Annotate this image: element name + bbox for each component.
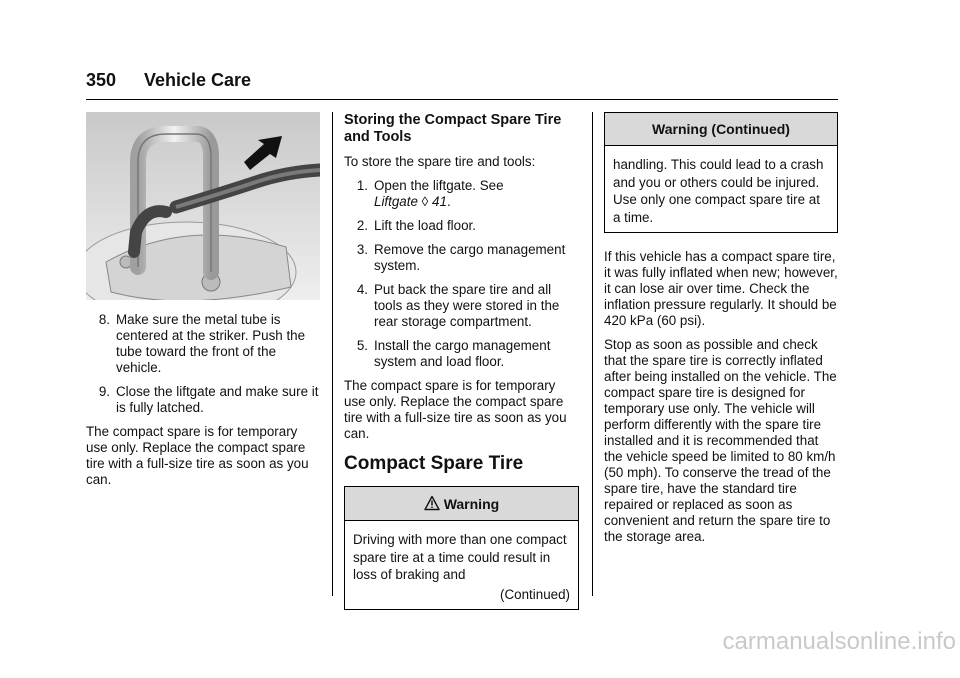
page-number: 350 bbox=[86, 70, 117, 90]
warning-box bbox=[344, 486, 579, 610]
page-ref-icon: ◊ bbox=[421, 194, 429, 209]
list-item: 1. Open the liftgate. See Liftgate ◊ 41. bbox=[356, 178, 504, 209]
warning-text: handling. This could lead to a crash and you or others could be injured. Use only one compact spare tire at a time. bbox=[613, 157, 824, 225]
page-header bbox=[86, 70, 251, 91]
section-title: Vehicle Care bbox=[144, 70, 252, 90]
list-item: 3. Remove the cargo management system. bbox=[356, 242, 566, 273]
column-right bbox=[604, 112, 838, 553]
list-item: 4. Put back the spare tire and all tools as they were stored in the rear storage compartment. bbox=[356, 282, 560, 329]
list-item: 8. Make sure the metal tube is centered at the striker. Push the tube toward the front of the vehicle. bbox=[98, 312, 306, 375]
column-divider bbox=[592, 112, 593, 596]
continued-label: (Continued) bbox=[500, 586, 570, 602]
warning-header: Warning (Continued) bbox=[605, 113, 837, 146]
cross-reference-link[interactable]: Liftgate bbox=[374, 194, 418, 209]
paragraph: The compact spare is for temporary use only. Replace the compact spare tire with a full-size tire as soon as you can. bbox=[344, 378, 567, 441]
section-heading: Compact Spare Tire bbox=[344, 453, 524, 474]
paragraph: Stop as soon as possible and check that the spare tire is correctly inflated after being installed on the vehicle. The compact spare tire is designed for temporary use only. The vehicle will perform differently with the spare tire installed and it is recommended that the vehicle speed be limited to 80 km/h (50 mph). To conserve the tread of the spare tire, have the standard tire repaired or replaced as soon as convenient and return the spare tire to the storage area. bbox=[604, 337, 837, 544]
subsection-heading: Storing the Compact Spare Tire and Tools bbox=[344, 112, 562, 145]
striker-tube-illustration bbox=[86, 112, 320, 300]
watermark: carmanualsonline.info bbox=[722, 628, 956, 655]
column-left bbox=[86, 112, 320, 496]
list-item: 2. Lift the load floor. bbox=[356, 218, 476, 233]
warning-header: Warning bbox=[345, 487, 578, 521]
warning-box-continued bbox=[604, 112, 838, 233]
header-rule bbox=[86, 99, 838, 100]
paragraph: To store the spare tire and tools: bbox=[344, 154, 536, 169]
paragraph: The compact spare is for temporary use only. Replace the compact spare tire with a full-size tire as soon as you can. bbox=[86, 424, 309, 487]
list-item: 9. Close the liftgate and make sure it is fully latched. bbox=[98, 384, 319, 415]
column-divider bbox=[332, 112, 333, 596]
paragraph: If this vehicle has a compact spare tire, it was fully inflated when new; however, it can lose air over time. Check the inflation pressure regularly. It should be 420 kPa (60 psi). bbox=[604, 249, 838, 328]
warning-text: Driving with more than one compact spare tire at a time could result in loss of braking and bbox=[353, 532, 567, 582]
warning-icon bbox=[424, 495, 440, 511]
list-item: 5. Install the cargo management system and load floor. bbox=[356, 338, 551, 369]
column-middle bbox=[344, 112, 579, 610]
